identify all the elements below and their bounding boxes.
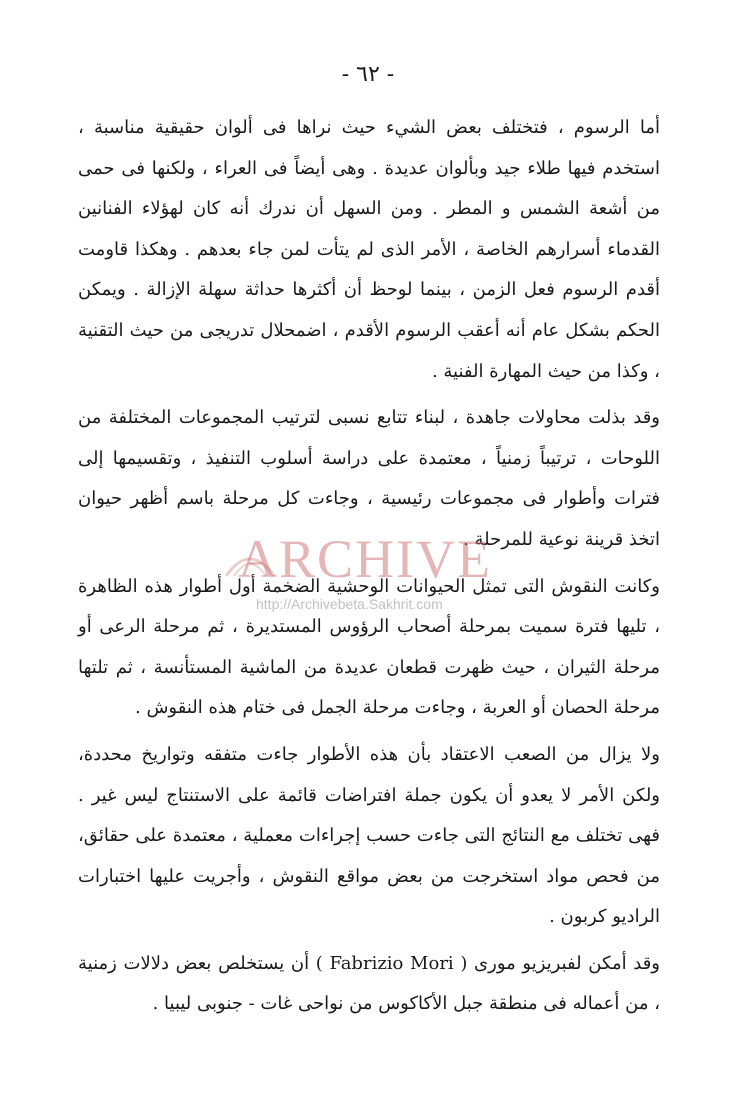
paragraph: وكانت النقوش التى تمثل الحيوانات الوحشية الضخمة أول أطوار هذه الظاهرة ، تليها فترة سميت بمرحلة أصحاب الرؤوس المستديرة ، ثم مرحلة الرعى أو مرحلة الثيران ، حيث ظهرت قطعان عديدة من الماشية المستأنسة ، ثم تلتها مرحلة الحصان أو العربة ، وجاءت مرحلة الجمل فى ختام هذه النقوش . xyxy=(78,575,660,719)
watermark-word: ARCHIVE xyxy=(238,529,492,589)
watermark-url: http://Archivebeta.Sakhrit.com xyxy=(256,596,443,612)
paragraph: ولا يزال من الصعب الاعتقاد بأن هذه الأطوار جاءت متفقه وتواريخ محددة، ولكن الأمر لا يعدو أن يكون جملة افتراضات قائمة على الاستنتاج ليس غير . فهى تختلف مع النتائج التى جاءت حسب إجراءات معملية ، معتمدة على حقائق، من فحص مواد استخرجت من بعض مواقع النقوش ، وأجريت عليها اختبارات الراديو كربون . xyxy=(78,743,660,928)
body-text xyxy=(78,108,660,1025)
paragraph: أما الرسوم ، فتختلف بعض الشيء حيث نراها فى ألوان حقيقية مناسبة ، استخدم فيها طلاء جيد وبألوان عديدة . وهى أيضاً فى العراء ، ولكنها فى حمى من أشعة الشمس و المطر . ومن السهل أن ندرك أنه كان لهؤلاء الفنانين القدماء أسرارهم الخاصة ، الأمر الذى لم يتأت لمن جاء بعدهم . وهكذا قاومت أقدم الرسوم فعل الزمن ، بينما لوحظ أن أكثرها حداثة سهلة الإزالة . ويمكن الحكم بشكل عام أنه أعقب الرسوم الأقدم ، اضمحلال تدريجى من حيث التقنية ، وكذا من حيث المهارة الفنية . xyxy=(78,117,660,382)
page-number: - ٦٢ - xyxy=(341,62,395,87)
paragraph: وقد أمكن لفبريزيو مورى ( Fabrizio Mori ) أن يستخلص بعض دلالات زمنية ، من أعماله فى منطقة جبل الأكاكوس من نواحى غات - جنوبى ليبيا . xyxy=(78,952,660,1015)
paragraph: وقد بذلت محاولات جاهدة ، لبناء تتابع نسبى لترتيب المجموعات المختلفة من اللوحات ، ترتيباً زمنياً ، معتمدة على دراسة أسلوب التنفيذ ، وتقسيمها إلى فترات وأطوار فى مجموعات رئيسية ، وجاءت كل مرحلة باسم أظهر حيوان اتخذ قرينة نوعية للمرحلة . xyxy=(78,407,660,550)
